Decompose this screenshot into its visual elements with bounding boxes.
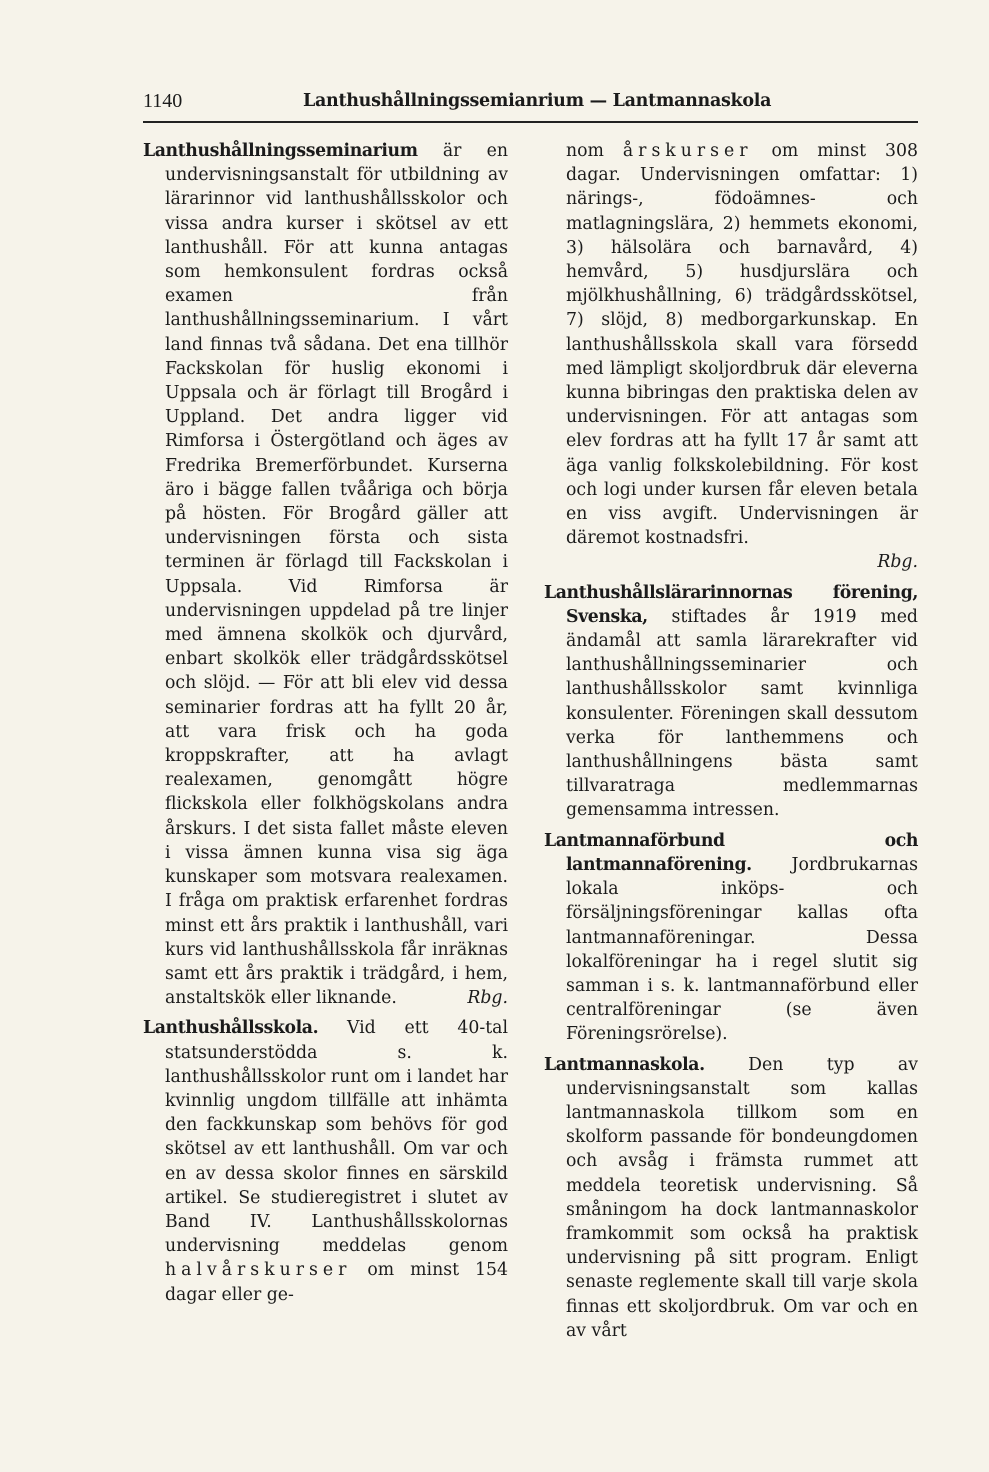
- author-signature: Rbg.: [467, 988, 508, 1009]
- headword: Lanthushållsskola.: [143, 1018, 319, 1039]
- entry-text: stiftades år 1919 med ändamål att samla lärarekrafter vid lanthushållningsseminarier och lanthushållsskolor samt kvinnliga konsulenter. Föreningen skall dessutom verka för lanthemmens och lanthushållningens bästa samt tillvaratraga medlemmarnas gemensamma intressen.: [566, 606, 918, 821]
- entry-text: Den typ av undervisningsanstalt som kallas lantmannaskola tillkom som en skolform passande för bondeungdomen och avsåg i främsta rummet att meddela teoretisk undervisning. Så småningom ha dock lantmannaskolor framkommit som också ha praktisk undervisning på sitt program. Enligt senaste reglemente skall till varje skola finnas ett skoljordbruk. Om var och en av vårt: [566, 1054, 918, 1341]
- running-title: Lanthushållningssemianrium — Lantmannaskola: [303, 91, 772, 111]
- entry-text: Vid ett 40-tal statsunderstödda s. k. lanthushållsskolor runt om i landet har kvinnlig ungdom tillfälle att inhämta den fackkunskap som behövs för god skötsel av ett lanthushåll. Om var och en av dessa skolor finnes en särskild artikel. Se studieregistret i slutet av Band IV. Lanthushållsskolornas undervisning meddelas genom: [165, 1018, 508, 1257]
- right-column: [544, 139, 918, 1343]
- spaced-term: halvårskurser: [165, 1260, 352, 1281]
- entry-lantmannaforbund: [544, 829, 918, 1047]
- page-number: 1140: [143, 90, 183, 112]
- author-signature: Rbg.: [877, 552, 918, 573]
- headword: Lanthushållningsseminarium: [143, 141, 418, 161]
- headword: Lantmannaförbund och lantmannaförening.: [544, 830, 918, 875]
- entry-text: Jordbrukarnas lokala inköps- och försäljningsföreningar kallas ofta lantmannaföreningar. Dessa lokalföreningar ha i regel slutit sig samman i s. k. lantmannaförbund eller centralföreningar (se även Föreningsrörelse).: [566, 854, 918, 1045]
- header-rule: [143, 121, 918, 123]
- entry-lanthushallningsseminarium: [143, 139, 508, 1010]
- entry-lantmannaskola: [544, 1053, 918, 1343]
- entry-text-continued: om minst 308 dagar. Undervisningen omfattar: 1) närings-, födoämnes- och matlagningslära, 2) hemmets ekonomi, 3) hälsolära och barnavård, 4) hemvård, 5) husdjurslära och mjölkhushållning, 6) trädgårdsskötsel, 7) slöjd, 8) medborgarkunskap. En lanthushållsskola skall vara försedd med lämpligt skoljordbruk där eleverna kunna bibringas den praktiska delen av undervisningen. För att antagas som elev fordras att ha fyllt 17 år samt att äga vanlig folkskolebildning. För kost och logi under kursen får eleven betala en viss avgift. Undervisningen är däremot kostnadsfri.: [566, 141, 918, 549]
- entry-lanthushallsskola-continued: [544, 139, 918, 575]
- entry-lanthushallsskola: [143, 1016, 508, 1306]
- headword: Lanthushållslärarinnornas förening, Svenska,: [544, 582, 918, 627]
- entry-text: är en undervisningsanstalt för utbildning av lärarinnor vid lanthushållsskolor och vissa andra kurser i skötsel av ett lanthushåll. För att kunna antagas som hemkonsulent fordras också examen från lanthushållningsseminarium. I vårt land finnas två sådana. Det ena tillhör Fackskolan för huslig ekonomi i Uppsala och är förlagt till Brogård i Uppland. Det andra ligger vid Rimforsa i Östergötland och äges av Fredrika Bremerförbundet. Kurserna äro i bägge fallen tvååriga och börja på hösten. För Brogård gäller att undervisningen första och sista terminen är förlagd till Fackskolan i Uppsala. Vid Rimforsa är undervisningen uppdelad på tre linjer med ämnena skolkök och djurvård, enbart skolkök eller trädgårdsskötsel och slöjd. — För att bli elev vid dessa seminarier fordras att ha fyllt 20 år, att vara frisk och ha goda kroppskrafter, att ha avlagt realexamen, genomgått högre flickskola eller folkhögskolans andra årskurs. I det sista fallet måste eleven i vissa ämnen kunna visa sig äga kunskaper som motsvara realexamen. I fråga om praktisk erfarenhet fordras minst ett års praktik i lanthushåll, vari kurs vid lanthushållsskola får inräknas samt ett års praktik i trädgård, i hem, anstaltskök eller liknande.: [165, 141, 508, 1009]
- page-header: [143, 88, 918, 118]
- entry-text-continued: om minst 154 dagar eller ge-: [165, 1260, 508, 1305]
- entry-text: nom: [566, 141, 623, 161]
- spaced-term: årskurser: [622, 141, 753, 161]
- entry-lanthushallslararinnornas-forening: [544, 581, 918, 823]
- headword: Lantmannaskola.: [544, 1054, 705, 1075]
- left-column: [143, 139, 508, 1307]
